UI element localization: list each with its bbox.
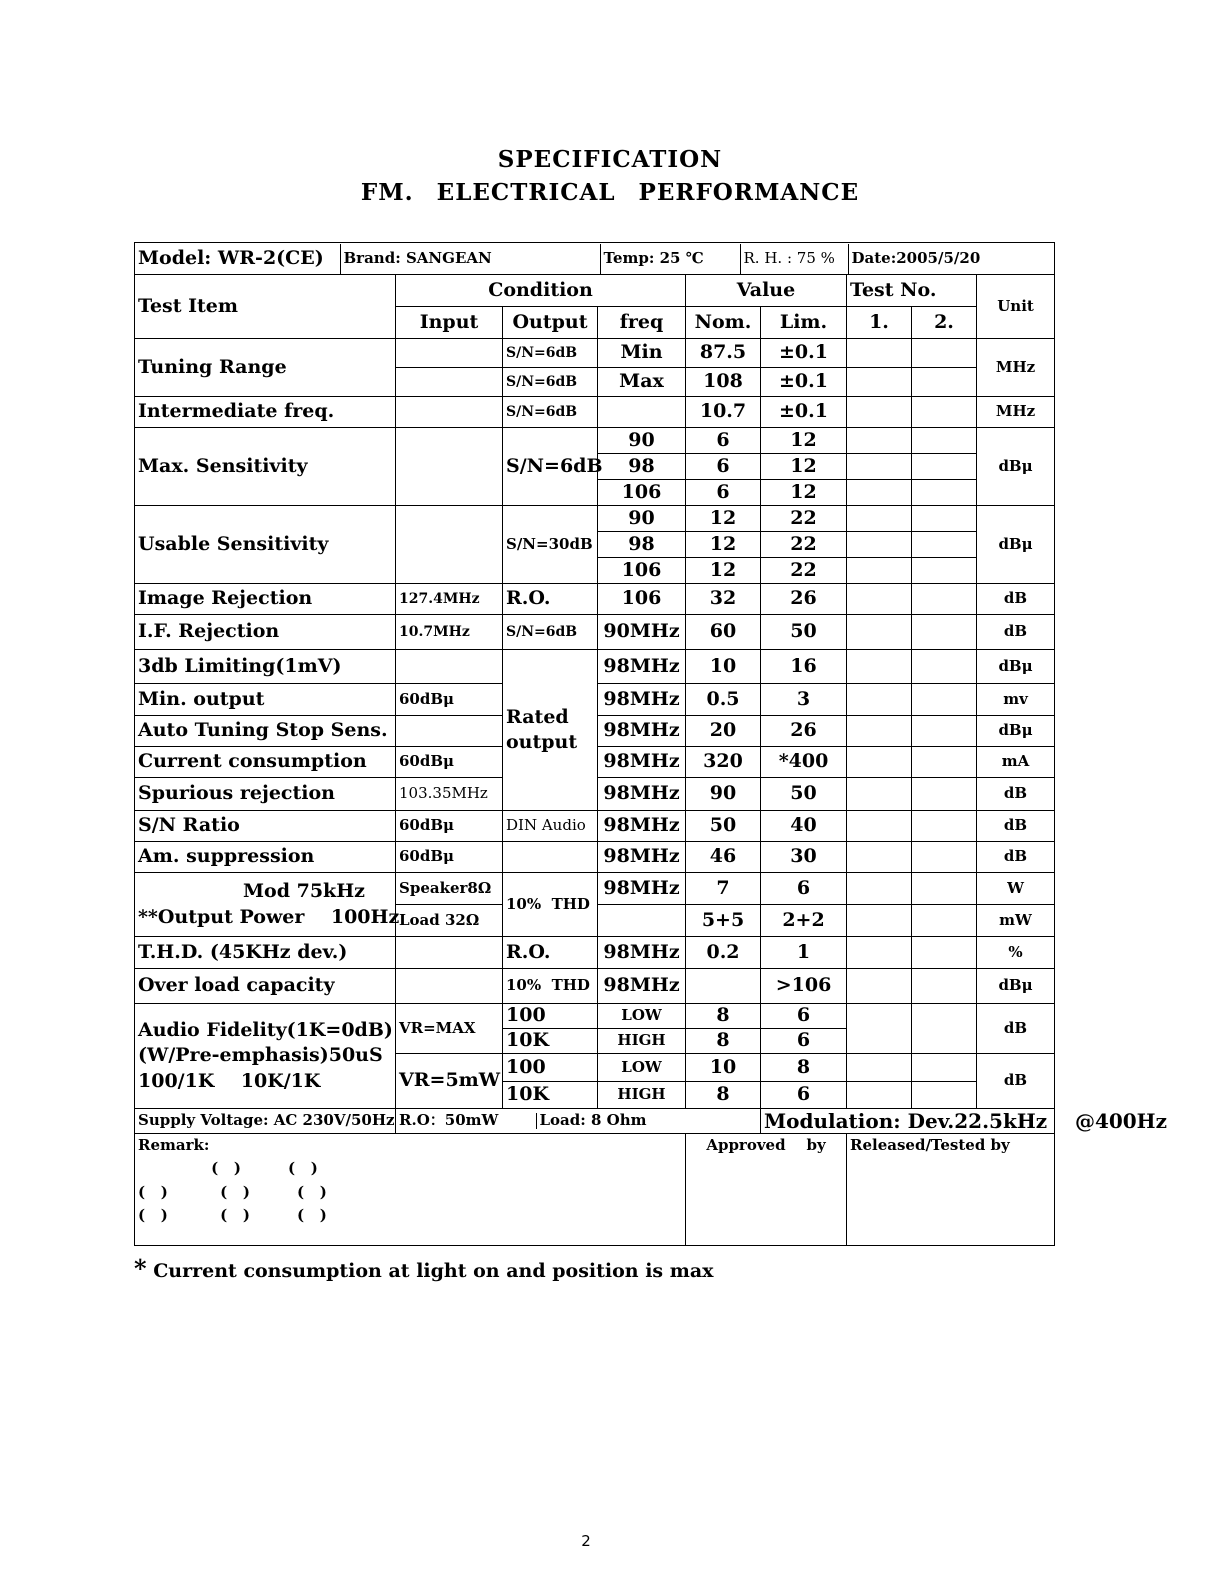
- col-output: Output: [503, 307, 598, 339]
- col-unit: Unit: [977, 275, 1055, 339]
- table-row: [135, 339, 1055, 368]
- current-item: Current consumption: [135, 747, 396, 778]
- autotune-item: Auto Tuning Stop Sens.: [135, 716, 396, 747]
- table-row: [135, 811, 1055, 842]
- maxsens-lim: 12: [761, 454, 847, 480]
- if-nom: 10.7: [686, 397, 761, 428]
- autotune-lim: 26: [761, 716, 847, 747]
- usable-freq: 106: [598, 558, 686, 584]
- spurious-lim: 50: [761, 778, 847, 811]
- rated-output-cell: Rated output: [503, 650, 598, 811]
- minout-freq: 98MHz: [598, 684, 686, 716]
- image-freq: 106: [598, 584, 686, 615]
- image-input: 127.4MHz: [396, 584, 503, 615]
- fidelity-item-line2: (W/Pre-emphasis)50uS: [138, 1044, 383, 1067]
- ifrej-freq: 90MHz: [598, 615, 686, 650]
- rh-cell: R. H. : 75 %: [740, 244, 848, 274]
- footnote-star: *: [134, 1254, 147, 1283]
- fidelity-item-line3: 100/1K 10K/1K: [138, 1069, 321, 1092]
- overload-lim: >106: [761, 969, 847, 1004]
- am-freq: 98MHz: [598, 842, 686, 873]
- col-test-no: Test No.: [847, 275, 977, 307]
- table-row: [135, 615, 1055, 650]
- info-row: [135, 243, 1055, 275]
- fidelity-lim: 6: [761, 1082, 847, 1109]
- remark-line: ( ) ( ) ( ): [138, 1205, 327, 1224]
- spurious-item: Spurious rejection: [135, 778, 396, 811]
- limiting-unit: dBμ: [977, 650, 1055, 684]
- fidelity-unit: dB: [977, 1004, 1055, 1054]
- sn-lim: 40: [761, 811, 847, 842]
- if-unit: MHz: [977, 397, 1055, 428]
- document-subtitle: FM. ELECTRICAL PERFORMANCE: [360, 179, 860, 206]
- thd-item: T.H.D. (45KHz dev.): [135, 937, 396, 969]
- fidelity-freq: HIGH: [598, 1082, 686, 1109]
- am-item: Am. suppression: [135, 842, 396, 873]
- usable-nom: 12: [686, 558, 761, 584]
- maxsens-freq: 98: [598, 454, 686, 480]
- current-lim: *400: [761, 747, 847, 778]
- limiting-freq: 98MHz: [598, 650, 686, 684]
- outpower-item: [135, 873, 400, 937]
- spurious-nom: 90: [686, 778, 761, 811]
- remark-cell: [135, 1134, 686, 1246]
- remark-row: [135, 1134, 1055, 1246]
- tuning-freq-min: Min: [598, 339, 686, 368]
- overload-output: 10% THD: [503, 969, 598, 1004]
- fidelity-nom: 10: [686, 1054, 761, 1082]
- load-ohm: Load: 8 Ohm: [539, 1111, 647, 1130]
- maxsens-freq: 90: [598, 428, 686, 454]
- outpower-lim-load: 2+2: [761, 905, 847, 937]
- current-freq: 98MHz: [598, 747, 686, 778]
- col-condition: Condition: [396, 275, 686, 307]
- supply-voltage: Supply Voltage: AC 230V/50Hz: [135, 1109, 396, 1134]
- tuning-nom-max: 108: [686, 368, 761, 397]
- ifrej-item: I.F. Rejection: [135, 615, 396, 650]
- table-row: [135, 969, 1055, 1004]
- table-row: [135, 1109, 1055, 1134]
- table-row: [135, 428, 1055, 454]
- usable-lim: 22: [761, 506, 847, 532]
- released-tested-by: Released/Tested by: [847, 1134, 1055, 1246]
- thd-nom: 0.2: [686, 937, 761, 969]
- usable-lim: 22: [761, 558, 847, 584]
- maxsens-nom: 6: [686, 454, 761, 480]
- outpower-nom-speaker: 7: [686, 873, 761, 905]
- outpower-input-load: Load 32Ω: [396, 905, 503, 937]
- remark-line: ( ) ( ) ( ): [138, 1182, 327, 1201]
- col-lim: Lim.: [761, 307, 847, 339]
- usable-lim: 22: [761, 532, 847, 558]
- minout-unit: mv: [977, 684, 1055, 716]
- footnote-text: Current consumption at light on and position is max: [153, 1260, 714, 1282]
- fidelity-lim: 8: [761, 1054, 847, 1082]
- image-output: R.O.: [503, 584, 598, 615]
- current-unit: mA: [977, 747, 1055, 778]
- table-row: [135, 584, 1055, 615]
- ifrej-input: 10.7MHz: [396, 615, 503, 650]
- outpower-unit-speaker: W: [977, 873, 1055, 905]
- usable-nom: 12: [686, 506, 761, 532]
- document-title: SPECIFICATION: [497, 146, 723, 173]
- fidelity-nom: 8: [686, 1029, 761, 1054]
- table-row: [135, 506, 1055, 532]
- ifrej-nom: 60: [686, 615, 761, 650]
- date-cell: Date:2005/5/20: [851, 248, 981, 267]
- tuning-lim-max: ±0.1: [761, 368, 847, 397]
- sn-output: DIN Audio: [503, 811, 598, 842]
- table-row: [135, 397, 1055, 428]
- ifrej-lim: 50: [761, 615, 847, 650]
- maxsens-lim: 12: [761, 428, 847, 454]
- spurious-input: 103.35MHz: [396, 778, 503, 811]
- limiting-lim: 16: [761, 650, 847, 684]
- thd-unit: %: [977, 937, 1055, 969]
- fidelity-lim: 6: [761, 1029, 847, 1054]
- thd-lim: 1: [761, 937, 847, 969]
- fidelity-nom: 8: [686, 1082, 761, 1109]
- usable-freq: 98: [598, 532, 686, 558]
- fidelity-freq: HIGH: [598, 1029, 686, 1054]
- image-unit: dB: [977, 584, 1055, 615]
- brand-cell: Brand: SANGEAN: [340, 244, 600, 274]
- am-nom: 46: [686, 842, 761, 873]
- outpower-input-speaker: Speaker8Ω: [396, 873, 503, 905]
- fidelity-output: 10K: [503, 1029, 598, 1054]
- am-lim: 30: [761, 842, 847, 873]
- limiting-item: 3db Limiting(1mV): [135, 650, 396, 684]
- footnote: [134, 1254, 713, 1283]
- fidelity-output: 100: [503, 1004, 598, 1029]
- tuning-item: Tuning Range: [135, 339, 396, 397]
- tuning-output-max: S/N=6dB: [503, 368, 598, 397]
- maxsens-nom: 6: [686, 428, 761, 454]
- outpower-item-line1: Mod 75kHz: [243, 879, 365, 902]
- fidelity-output: 100: [503, 1054, 598, 1082]
- outpower-freq: 98MHz: [598, 873, 686, 905]
- fidelity-freq: LOW: [598, 1004, 686, 1029]
- spurious-freq: 98MHz: [598, 778, 686, 811]
- minout-item: Min. output: [135, 684, 396, 716]
- sn-freq: 98MHz: [598, 811, 686, 842]
- fidelity-item: [135, 1004, 396, 1109]
- image-item: Image Rejection: [135, 584, 396, 615]
- table-row: [135, 842, 1055, 873]
- tuning-lim-min: ±0.1: [761, 339, 847, 368]
- autotune-freq: 98MHz: [598, 716, 686, 747]
- overload-item: Over load capacity: [135, 969, 396, 1004]
- modulation: Modulation: Dev.22.5kHz @400Hz: [761, 1109, 1055, 1134]
- tuning-freq-max: Max: [598, 368, 686, 397]
- temp-cell: Temp: 25 ℃: [600, 244, 740, 274]
- am-unit: dB: [977, 842, 1055, 873]
- am-input: 60dBμ: [396, 842, 503, 873]
- fidelity-nom: 8: [686, 1004, 761, 1029]
- sn-input: 60dBμ: [396, 811, 503, 842]
- usable-item: Usable Sensitivity: [135, 506, 396, 584]
- usable-unit: dBμ: [977, 506, 1055, 584]
- if-output: S/N=6dB: [503, 397, 598, 428]
- usable-output: S/N=30dB: [503, 506, 598, 584]
- sn-nom: 50: [686, 811, 761, 842]
- maxsens-item: Max. Sensitivity: [135, 428, 396, 506]
- autotune-nom: 20: [686, 716, 761, 747]
- model-cell: Model: WR-2(CE): [135, 244, 340, 274]
- approved-by: Approved by: [686, 1134, 847, 1246]
- tuning-nom-min: 87.5: [686, 339, 761, 368]
- col-value: Value: [686, 275, 847, 307]
- minout-input: 60dBμ: [396, 684, 503, 716]
- outpower-item-line2: **Output Power 100Hz: [138, 905, 400, 928]
- table-row: [135, 873, 1055, 905]
- col-freq: freq: [598, 307, 686, 339]
- current-input: 60dBμ: [396, 747, 503, 778]
- outpower-nom-load: 5+5: [686, 905, 761, 937]
- fidelity-output: 10K: [503, 1082, 598, 1109]
- ro-power: R.O：50mW: [396, 1113, 536, 1129]
- usable-freq: 90: [598, 506, 686, 532]
- col-nom: Nom.: [686, 307, 761, 339]
- overload-unit: dBμ: [977, 969, 1055, 1004]
- fidelity-vr-5mw: VR=5mW: [396, 1054, 503, 1109]
- spurious-unit: dB: [977, 778, 1055, 811]
- sn-unit: dB: [977, 811, 1055, 842]
- col-test-2: 2.: [912, 307, 977, 339]
- fidelity-unit: dB: [977, 1054, 1055, 1109]
- maxsens-lim: 12: [761, 480, 847, 506]
- outpower-lim-speaker: 6: [761, 873, 847, 905]
- fidelity-freq: LOW: [598, 1054, 686, 1082]
- limiting-nom: 10: [686, 650, 761, 684]
- maxsens-nom: 6: [686, 480, 761, 506]
- table-row: [135, 1004, 1055, 1029]
- outpower-unit-load: mW: [977, 905, 1055, 937]
- fidelity-vr-max: VR=MAX: [396, 1004, 503, 1054]
- maxsens-unit: dBμ: [977, 428, 1055, 506]
- spec-table: [134, 242, 1167, 1246]
- table-row: [135, 650, 1055, 684]
- col-test-1: 1.: [847, 307, 912, 339]
- sn-item: S/N Ratio: [135, 811, 396, 842]
- tuning-unit: MHz: [977, 339, 1055, 397]
- maxsens-output: S/N=6dB: [503, 428, 598, 506]
- minout-lim: 3: [761, 684, 847, 716]
- thd-output: R.O.: [503, 937, 598, 969]
- remark-label: Remark:: [138, 1136, 210, 1154]
- autotune-unit: dBμ: [977, 716, 1055, 747]
- fidelity-item-line1: Audio Fidelity(1K=0dB): [138, 1018, 393, 1041]
- ifrej-output: S/N=6dB: [503, 615, 598, 650]
- outpower-output: 10% THD: [503, 873, 598, 937]
- maxsens-freq: 106: [598, 480, 686, 506]
- page-number: 2: [581, 1532, 591, 1550]
- tuning-output-min: S/N=6dB: [503, 339, 598, 368]
- image-nom: 32: [686, 584, 761, 615]
- usable-nom: 12: [686, 532, 761, 558]
- ifrej-unit: dB: [977, 615, 1055, 650]
- col-input: Input: [396, 307, 503, 339]
- overload-freq: 98MHz: [598, 969, 686, 1004]
- if-lim: ±0.1: [761, 397, 847, 428]
- fidelity-lim: 6: [761, 1004, 847, 1029]
- current-nom: 320: [686, 747, 761, 778]
- if-item: Intermediate freq.: [135, 397, 396, 428]
- image-lim: 26: [761, 584, 847, 615]
- remark-line: ( ) ( ): [138, 1159, 318, 1178]
- thd-freq: 98MHz: [598, 937, 686, 969]
- table-row: [135, 937, 1055, 969]
- col-test-item: Test Item: [135, 275, 396, 339]
- minout-nom: 0.5: [686, 684, 761, 716]
